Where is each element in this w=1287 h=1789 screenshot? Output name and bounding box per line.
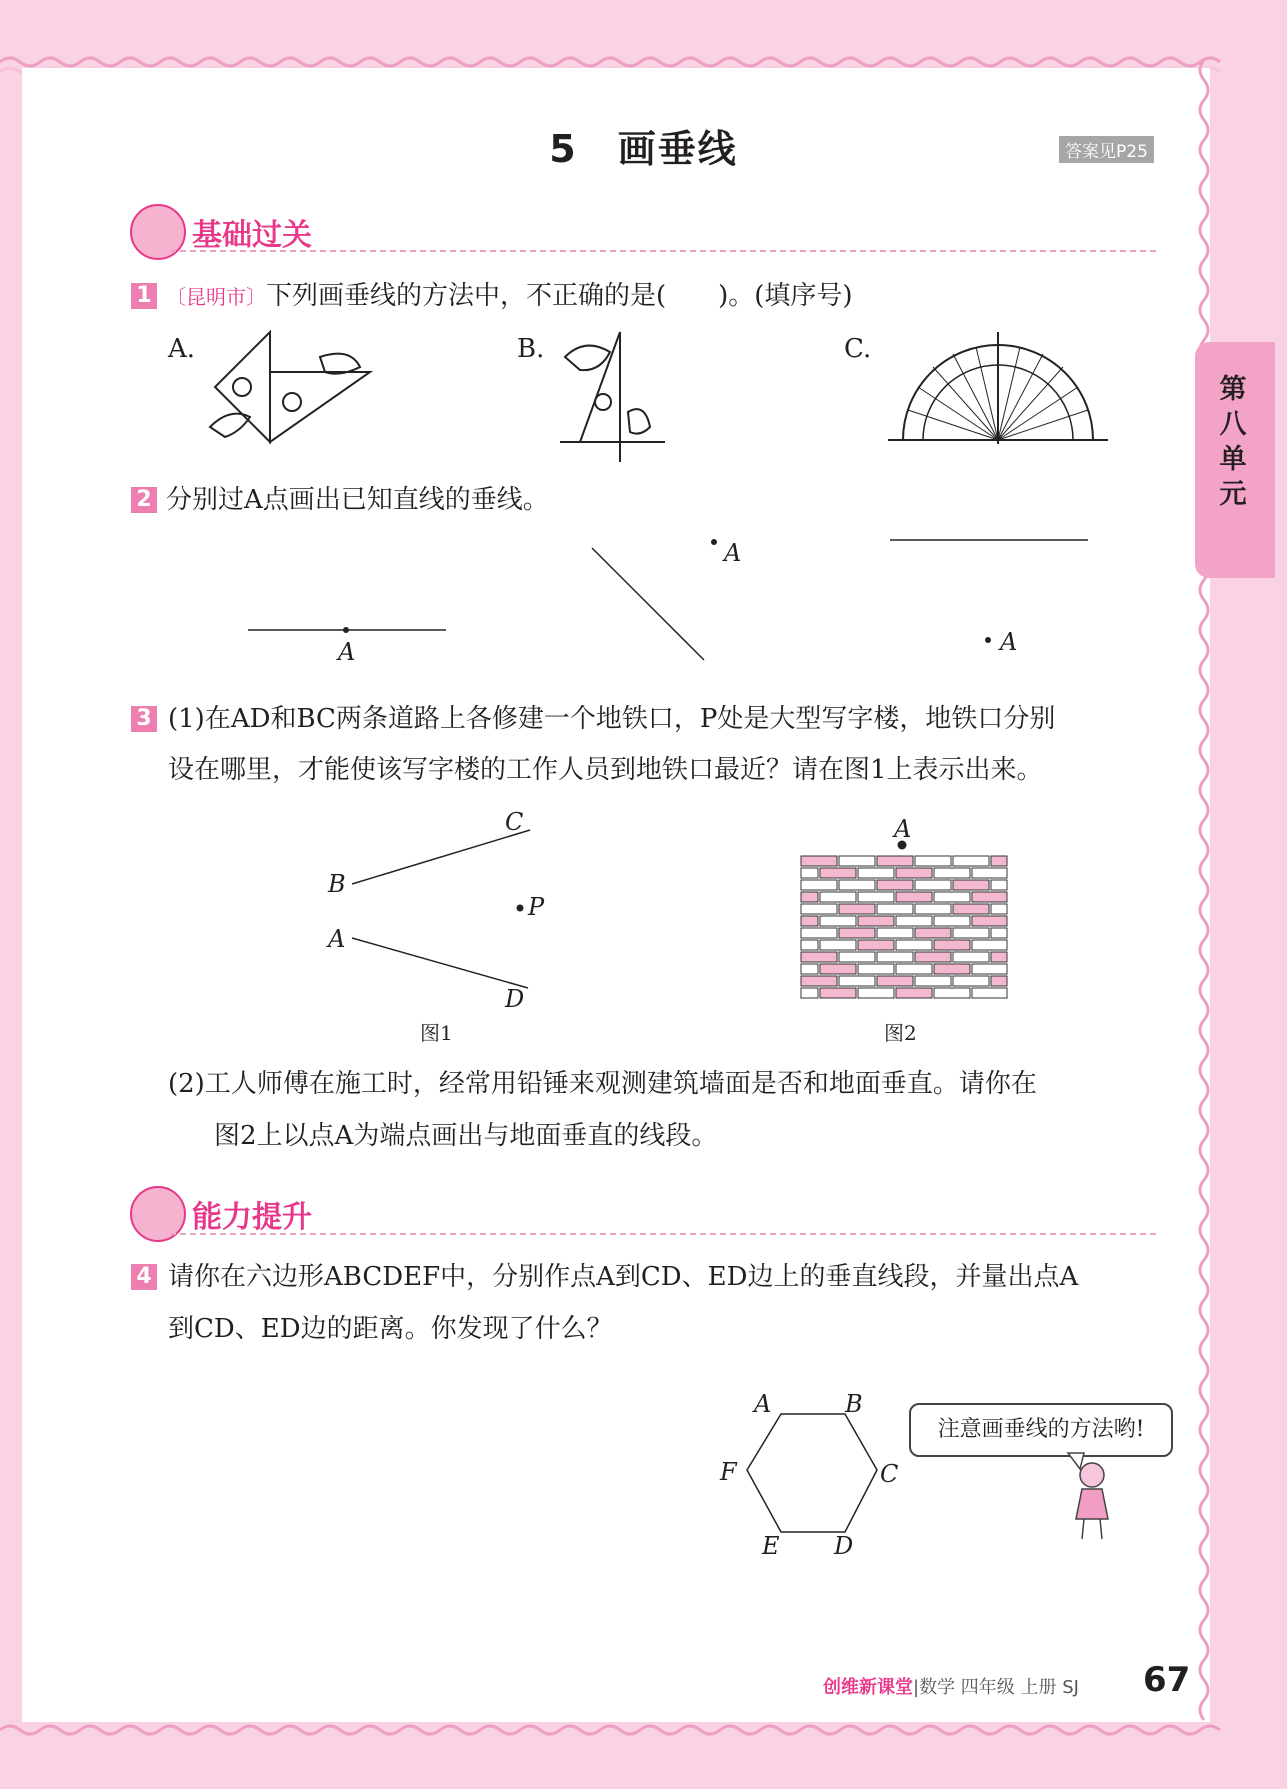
brick: [896, 916, 932, 926]
brick: [877, 880, 913, 890]
answer-reference-badge: 答案见P25: [1059, 136, 1154, 163]
tip-speech-bubble: 注意画垂线的方法哟!: [909, 1403, 1173, 1457]
brick: [877, 928, 913, 938]
brick: [896, 988, 932, 998]
brick: [934, 868, 970, 878]
brick: [896, 964, 932, 974]
option-a-label: A.: [168, 334, 196, 364]
page-title: 5 画垂线: [549, 127, 738, 171]
cartoon-girl-icon: [1062, 1453, 1122, 1543]
question-4-line1: 请你在六边形ABCDEF中，分别作点A到CD、ED边上的垂直线段，并量出点A: [168, 1262, 1079, 1292]
section-divider: [170, 1233, 1156, 1235]
question-2-prompt: 分别过A点画出已知直线的垂线。: [166, 485, 549, 515]
figure-2-brick-wall: [800, 845, 1008, 1000]
option-b-triangle-illustration: [560, 332, 670, 462]
q2-point-label: A: [1000, 628, 1018, 656]
brick: [972, 868, 1007, 878]
section-heading-advanced: 能力提升: [192, 1200, 312, 1235]
brick: [858, 892, 894, 902]
brick: [991, 904, 1007, 914]
brick: [820, 940, 856, 950]
brick: [934, 940, 970, 950]
brick: [858, 916, 894, 926]
brick: [953, 952, 989, 962]
brick: [801, 976, 837, 986]
brick: [858, 964, 894, 974]
brick: [972, 988, 1007, 998]
brick: [953, 904, 989, 914]
brick: [915, 976, 951, 986]
road-ad: [352, 938, 528, 988]
hexagon-label-a: A: [754, 1390, 772, 1418]
brick: [839, 976, 875, 986]
hexagon-label-c: C: [880, 1460, 899, 1488]
question-number-badge: 3: [131, 706, 157, 732]
brick: [991, 928, 1007, 938]
brick: [839, 856, 875, 866]
footer-info: |数学 四年级 上册 SJ: [913, 1677, 1079, 1698]
section-divider: [170, 250, 1156, 252]
option-c-protractor-illustration: [888, 332, 1108, 447]
brick: [801, 952, 837, 962]
brick: [896, 892, 932, 902]
fig1-label-a: A: [328, 925, 346, 953]
page-footer: [823, 1673, 1079, 1699]
page-border-bottom: [0, 1700, 1287, 1760]
brick: [934, 916, 970, 926]
brick: [820, 988, 856, 998]
brick: [801, 916, 818, 926]
brick: [991, 952, 1007, 962]
option-c-label: C.: [844, 334, 872, 364]
page-number: 67: [1143, 1660, 1191, 1700]
brick: [953, 928, 989, 938]
brick: [877, 952, 913, 962]
question-number-badge: 2: [131, 487, 157, 513]
page-border-right: [1190, 60, 1220, 1730]
brick: [839, 904, 875, 914]
brick: [820, 892, 856, 902]
fig1-label-c: C: [505, 808, 524, 836]
brick: [972, 940, 1007, 950]
brick: [877, 856, 913, 866]
brick: [991, 880, 1007, 890]
brick: [915, 904, 951, 914]
q2-point-a3: [985, 637, 991, 643]
question-4-line2: 到CD、ED边的距离。你发现了什么？: [168, 1314, 613, 1344]
brick: [858, 868, 894, 878]
brick: [839, 928, 875, 938]
fig1-label-b: B: [328, 870, 346, 898]
question-number-badge: 1: [131, 283, 157, 309]
footer-brand: 创维新课堂: [823, 1677, 913, 1698]
brick: [953, 856, 989, 866]
brick: [801, 940, 818, 950]
hexagon-label-d: D: [834, 1532, 854, 1560]
figure-2-caption: 图2: [884, 1021, 917, 1045]
brick: [896, 940, 932, 950]
brick: [801, 892, 818, 902]
brick: [801, 904, 837, 914]
unit-side-tab: [1195, 342, 1275, 578]
brick: [991, 856, 1007, 866]
brick: [820, 964, 856, 974]
brick: [915, 952, 951, 962]
brick: [801, 928, 837, 938]
brick: [801, 964, 818, 974]
question-3-part1-line1: (1)在AD和BC两条道路上各修建一个地铁口，P处是大型写字楼，地铁口分别: [168, 704, 1056, 734]
brick: [934, 988, 970, 998]
brick: [953, 880, 989, 890]
road-bc: [352, 830, 530, 884]
brick: [839, 880, 875, 890]
brick: [820, 916, 856, 926]
brick: [934, 892, 970, 902]
option-a-triangles-illustration: [210, 332, 370, 442]
option-b-label: B.: [517, 334, 545, 364]
brick: [934, 964, 970, 974]
brick: [991, 976, 1007, 986]
brick: [972, 916, 1007, 926]
question-3-part2-line2: 图2上以点A为端点画出与地面垂直的线段。: [214, 1121, 718, 1151]
brick: [858, 988, 894, 998]
brick: [801, 880, 837, 890]
brick: [801, 988, 818, 998]
hexagon-abcdef: [735, 1410, 885, 1540]
q2-point-label: A: [724, 539, 742, 567]
unit-side-tab-label: 第八单元: [1219, 374, 1247, 510]
brick: [877, 904, 913, 914]
point-p: [517, 905, 524, 912]
brick: [972, 964, 1007, 974]
q2-diagonal-line: [592, 548, 704, 660]
q2-point-label: A: [338, 638, 356, 666]
brick: [915, 856, 951, 866]
q2-point-a2: [711, 539, 717, 545]
hexagon-label-f: F: [720, 1458, 737, 1486]
figure-1-roads: [330, 820, 550, 1000]
question-number-badge: 4: [131, 1264, 157, 1290]
hexagon-label-b: B: [845, 1390, 863, 1418]
fig2-label-a: A: [894, 815, 912, 843]
question-1-text: [166, 270, 853, 323]
fig1-label-p: P: [528, 893, 545, 921]
brick: [915, 928, 951, 938]
section-heading-basic: 基础过关: [192, 218, 312, 253]
brick: [877, 976, 913, 986]
q2-point-a1: [343, 627, 349, 633]
brick: [915, 880, 951, 890]
hexagon-label-e: E: [762, 1532, 780, 1560]
brick: [820, 868, 856, 878]
question-3-part2-line1: (2)工人师傅在施工时，经常用铅锤来观测建筑墙面是否和地面垂直。请你在: [168, 1069, 1037, 1099]
brick: [858, 940, 894, 950]
fig1-label-d: D: [505, 985, 525, 1013]
question-3-part1-line2: 设在哪里，才能使该写字楼的工作人员到地铁口最近？请在图1上表示出来。: [168, 755, 1043, 785]
brick: [953, 976, 989, 986]
brick: [801, 868, 818, 878]
brick: [972, 892, 1007, 902]
question-source: 〔昆明市〕: [166, 285, 266, 309]
brick: [839, 952, 875, 962]
brick: [801, 856, 837, 866]
figure-1-caption: 图1: [420, 1021, 453, 1045]
question-1-prompt: 下列画垂线的方法中，不正确的是( )。(填序号): [266, 281, 853, 311]
brick: [896, 868, 932, 878]
q2-figures: [240, 530, 1100, 670]
